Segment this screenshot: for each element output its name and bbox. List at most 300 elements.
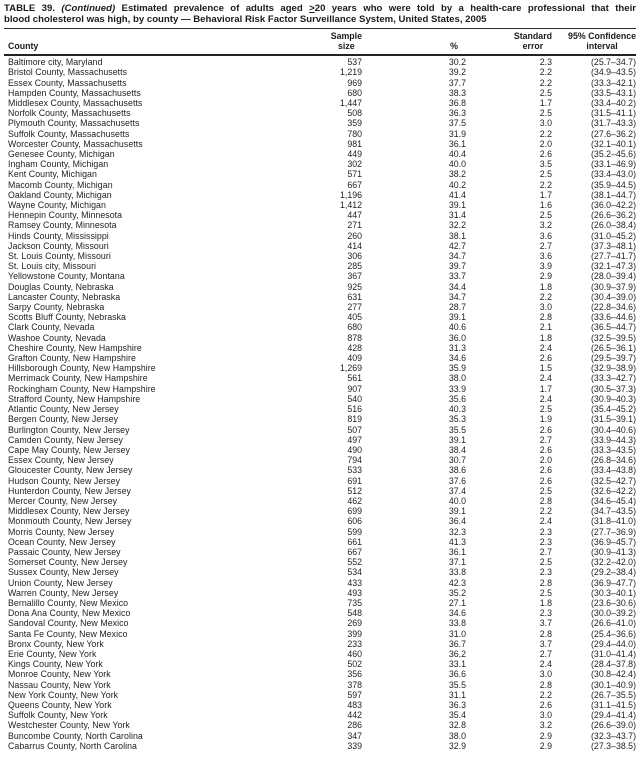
table-row bbox=[4, 363, 636, 373]
sample-size-cell: 631 bbox=[347, 291, 362, 302]
table-row bbox=[4, 731, 636, 741]
county-cell: Queens County, New York bbox=[8, 699, 112, 710]
sample-size-cell: 537 bbox=[347, 57, 362, 68]
table-row bbox=[4, 159, 636, 169]
county-cell: Strafford County, New Hampshire bbox=[8, 393, 141, 404]
percent-cell: 33.8 bbox=[448, 567, 466, 578]
county-cell: Cape May County, New Jersey bbox=[8, 444, 130, 455]
table-row bbox=[4, 139, 636, 149]
county-cell: Westchester County, New York bbox=[8, 720, 130, 731]
county-cell: Monmouth County, New Jersey bbox=[8, 516, 132, 527]
county-cell: Atlantic County, New Jersey bbox=[8, 404, 119, 415]
sample-size-cell: 460 bbox=[347, 648, 362, 659]
confidence-interval-cell: (35.4–45.2) bbox=[591, 404, 636, 415]
county-cell: Baltimore city, Maryland bbox=[8, 57, 103, 68]
sample-size-cell: 347 bbox=[347, 730, 362, 741]
sample-size-cell: 1,196 bbox=[339, 189, 362, 200]
confidence-interval-cell: (32.6–42.2) bbox=[591, 485, 636, 496]
sample-size-column-header bbox=[294, 29, 362, 56]
sample-size-cell: 691 bbox=[347, 475, 362, 486]
standard-error-cell: 3.9 bbox=[539, 261, 552, 272]
sample-size-cell: 447 bbox=[347, 210, 362, 221]
sample-size-cell: 271 bbox=[347, 220, 362, 231]
confidence-interval-cell: (36.0–42.2) bbox=[591, 200, 636, 211]
table-row bbox=[4, 465, 636, 475]
sample-size-cell: 490 bbox=[347, 444, 362, 455]
county-cell: Middlesex County, New Jersey bbox=[8, 506, 130, 517]
prevalence-table bbox=[4, 28, 636, 751]
standard-error-cell: 2.3 bbox=[539, 57, 552, 68]
table-row bbox=[4, 608, 636, 618]
table-row bbox=[4, 118, 636, 128]
standard-error-cell: 2.9 bbox=[539, 730, 552, 741]
standard-error-cell: 2.6 bbox=[539, 424, 552, 435]
county-cell: Hunterdon County, New Jersey bbox=[8, 485, 131, 496]
standard-error-cell: 2.7 bbox=[539, 434, 552, 445]
county-cell: Oakland County, Michigan bbox=[8, 189, 112, 200]
confidence-interval-cell: (33.4–40.2) bbox=[591, 98, 636, 108]
county-cell: Jackson County, Missouri bbox=[8, 240, 109, 251]
standard-error-cell: 2.5 bbox=[539, 587, 552, 598]
confidence-interval-cell: (30.0–39.2) bbox=[591, 608, 636, 619]
sample-size-header-line2: size bbox=[338, 40, 355, 51]
confidence-interval-cell: (30.3–40.1) bbox=[591, 587, 636, 598]
confidence-interval-cell: (32.2–42.0) bbox=[591, 557, 636, 568]
county-cell: Camden County, New Jersey bbox=[8, 434, 124, 445]
table-row bbox=[4, 537, 636, 547]
county-cell: Middlesex County, Massachusetts bbox=[8, 98, 143, 108]
percent-cell: 36.3 bbox=[448, 699, 466, 710]
table-body bbox=[4, 55, 636, 751]
sample-size-cell: 552 bbox=[347, 557, 362, 568]
standard-error-cell: 1.5 bbox=[539, 363, 552, 374]
confidence-interval-cell: (26.5–36.1) bbox=[591, 342, 636, 353]
county-cell: Passaic County, New Jersey bbox=[8, 546, 121, 557]
sample-size-cell: 507 bbox=[347, 424, 362, 435]
standard-error-cell: 3.7 bbox=[539, 638, 552, 649]
standard-error-cell: 2.6 bbox=[539, 699, 552, 710]
table-row bbox=[4, 455, 636, 465]
confidence-interval-cell: (29.5–39.7) bbox=[591, 353, 636, 364]
standard-error-cell: 2.3 bbox=[539, 608, 552, 619]
confidence-interval-cell: (34.7–43.5) bbox=[591, 506, 636, 517]
county-cell: Morris County, New Jersey bbox=[8, 526, 115, 537]
confidence-interval-cell: (29.4–44.0) bbox=[591, 638, 636, 649]
county-cell: Cabarrus County, North Carolina bbox=[8, 740, 137, 751]
table-row bbox=[4, 231, 636, 241]
county-cell: Macomb County, Michigan bbox=[8, 179, 113, 190]
percent-cell: 31.0 bbox=[448, 628, 466, 639]
percent-cell: 36.0 bbox=[448, 332, 466, 343]
standard-error-cell: 2.9 bbox=[539, 740, 552, 751]
confidence-interval-cell: (33.4–43.0) bbox=[591, 169, 636, 180]
standard-error-cell: 3.7 bbox=[539, 618, 552, 629]
sample-size-cell: 502 bbox=[347, 659, 362, 670]
percent-cell: 38.0 bbox=[448, 730, 466, 741]
table-row bbox=[4, 78, 636, 88]
confidence-interval-cell: (31.1–41.5) bbox=[591, 699, 636, 710]
county-cell: Hillsborough County, New Hampshire bbox=[8, 363, 156, 374]
percent-cell: 40.0 bbox=[448, 159, 466, 170]
table-row bbox=[4, 414, 636, 424]
percent-cell: 42.3 bbox=[448, 577, 466, 588]
county-cell: Mercer County, New Jersey bbox=[8, 495, 118, 506]
percent-cell: 36.1 bbox=[448, 546, 466, 557]
standard-error-cell: 2.8 bbox=[539, 312, 552, 323]
table-row bbox=[4, 292, 636, 302]
table-row bbox=[4, 547, 636, 557]
standard-error-cell: 2.5 bbox=[539, 557, 552, 568]
percent-cell: 36.8 bbox=[448, 98, 466, 108]
sample-size-cell: 428 bbox=[347, 342, 362, 353]
percent-cell: 39.1 bbox=[448, 506, 466, 517]
standard-error-header-line1: Standard bbox=[513, 31, 552, 41]
sample-size-cell: 606 bbox=[347, 516, 362, 527]
percent-cell: 38.0 bbox=[448, 373, 466, 384]
standard-error-cell: 2.6 bbox=[539, 444, 552, 455]
standard-error-cell: 2.5 bbox=[539, 87, 552, 98]
table-row bbox=[4, 588, 636, 598]
sample-size-cell: 516 bbox=[347, 404, 362, 415]
table-row bbox=[4, 476, 636, 486]
percent-cell: 35.9 bbox=[448, 363, 466, 374]
table-row bbox=[4, 578, 636, 588]
table-row bbox=[4, 649, 636, 659]
county-cell: Douglas County, Nebraska bbox=[8, 281, 114, 292]
sample-size-cell: 735 bbox=[347, 597, 362, 608]
confidence-interval-cell: (35.2–45.6) bbox=[591, 149, 636, 160]
confidence-interval-cell: (29.2–38.4) bbox=[591, 567, 636, 578]
confidence-interval-cell: (33.3–42.1) bbox=[591, 77, 636, 88]
table-row bbox=[4, 343, 636, 353]
standard-error-cell: 2.5 bbox=[539, 485, 552, 496]
confidence-interval-cell: (32.1–47.3) bbox=[591, 261, 636, 272]
county-cell: Washoe County, Nevada bbox=[8, 332, 106, 343]
table-title bbox=[4, 3, 636, 25]
county-cell: Plymouth County, Massachusetts bbox=[8, 118, 140, 129]
confidence-interval-cell: (33.9–44.3) bbox=[591, 434, 636, 445]
percent-cell: 38.6 bbox=[448, 465, 466, 476]
confidence-interval-column-header bbox=[552, 29, 636, 56]
confidence-interval-cell: (30.4–39.0) bbox=[591, 291, 636, 302]
percent-cell: 32.2 bbox=[448, 220, 466, 231]
confidence-interval-cell: (33.3–43.5) bbox=[591, 444, 636, 455]
table-row bbox=[4, 108, 636, 118]
confidence-interval-cell: (22.8–34.6) bbox=[591, 302, 636, 313]
confidence-interval-cell: (25.7–34.7) bbox=[591, 57, 636, 68]
standard-error-cell: 2.9 bbox=[539, 271, 552, 282]
standard-error-cell: 2.2 bbox=[539, 291, 552, 302]
standard-error-cell: 2.3 bbox=[539, 567, 552, 578]
table-row bbox=[4, 261, 636, 271]
confidence-interval-cell: (33.6–44.6) bbox=[591, 312, 636, 323]
sample-size-cell: 1,412 bbox=[339, 200, 362, 211]
table-row bbox=[4, 67, 636, 77]
percent-cell: 35.3 bbox=[448, 414, 466, 425]
county-cell: Union County, New Jersey bbox=[8, 577, 113, 588]
county-cell: Gloucester County, New Jersey bbox=[8, 465, 133, 476]
percent-cell: 42.7 bbox=[448, 240, 466, 251]
percent-column-header bbox=[362, 29, 466, 56]
confidence-interval-cell: (27.3–38.5) bbox=[591, 740, 636, 751]
sample-size-cell: 661 bbox=[347, 536, 362, 547]
percent-cell: 36.2 bbox=[448, 648, 466, 659]
confidence-interval-cell: (32.5–39.5) bbox=[591, 332, 636, 343]
county-cell: Sandoval County, New Mexico bbox=[8, 618, 129, 629]
sample-size-cell: 356 bbox=[347, 669, 362, 680]
confidence-interval-cell: (31.8–41.0) bbox=[591, 516, 636, 527]
county-cell: Norfolk County, Massachusetts bbox=[8, 108, 131, 119]
table-row bbox=[4, 741, 636, 751]
sample-size-cell: 597 bbox=[347, 689, 362, 700]
percent-cell: 32.8 bbox=[448, 720, 466, 731]
percent-cell: 38.2 bbox=[448, 169, 466, 180]
percent-cell: 33.8 bbox=[448, 618, 466, 629]
county-cell: Merrimack County, New Hampshire bbox=[8, 373, 148, 384]
confidence-interval-cell: (31.7–43.3) bbox=[591, 118, 636, 129]
percent-cell: 41.3 bbox=[448, 536, 466, 547]
confidence-interval-cell: (28.4–37.8) bbox=[591, 659, 636, 670]
county-cell: Ocean County, New Jersey bbox=[8, 536, 116, 547]
standard-error-cell: 3.6 bbox=[539, 230, 552, 241]
table-row bbox=[4, 149, 636, 159]
sample-size-cell: 233 bbox=[347, 638, 362, 649]
sample-size-cell: 925 bbox=[347, 281, 362, 292]
county-cell: Dona Ana County, New Mexico bbox=[8, 608, 131, 619]
standard-error-cell: 2.7 bbox=[539, 546, 552, 557]
table-row bbox=[4, 394, 636, 404]
table-row bbox=[4, 690, 636, 700]
standard-error-cell: 2.2 bbox=[539, 689, 552, 700]
table-row bbox=[4, 629, 636, 639]
confidence-interval-cell: (25.4–36.6) bbox=[591, 628, 636, 639]
title-geq-symbol: > bbox=[309, 3, 315, 14]
county-cell: Santa Fe County, New Mexico bbox=[8, 628, 128, 639]
sample-size-cell: 497 bbox=[347, 434, 362, 445]
confidence-interval-cell: (33.4–43.8) bbox=[591, 465, 636, 476]
table-row bbox=[4, 55, 636, 67]
percent-cell: 31.9 bbox=[448, 128, 466, 139]
percent-cell: 32.9 bbox=[448, 740, 466, 751]
county-cell: Cheshire County, New Hampshire bbox=[8, 342, 142, 353]
standard-error-cell: 2.6 bbox=[539, 465, 552, 476]
title-text-a: Estimated prevalence of adults aged bbox=[115, 3, 310, 14]
standard-error-cell: 2.3 bbox=[539, 526, 552, 537]
confidence-interval-cell: (26.7–35.5) bbox=[591, 689, 636, 700]
sample-size-cell: 442 bbox=[347, 710, 362, 721]
table-header-row bbox=[4, 29, 636, 56]
percent-cell: 35.2 bbox=[448, 587, 466, 598]
percent-cell: 36.3 bbox=[448, 108, 466, 119]
table-row bbox=[4, 527, 636, 537]
percent-cell: 39.1 bbox=[448, 434, 466, 445]
percent-cell: 31.3 bbox=[448, 342, 466, 353]
percent-cell: 37.7 bbox=[448, 77, 466, 88]
sample-size-cell: 667 bbox=[347, 179, 362, 190]
table-title-line2: blood cholesterol was high, by county — Behavioral Risk Factor Surveillance System, United States, 2005 bbox=[4, 14, 487, 25]
table-row bbox=[4, 486, 636, 496]
standard-error-cell: 2.2 bbox=[539, 77, 552, 88]
percent-cell: 33.9 bbox=[448, 383, 466, 394]
county-cell: Bristol County, Massachusetts bbox=[8, 67, 128, 78]
sample-size-cell: 1,219 bbox=[339, 67, 362, 78]
sample-size-cell: 277 bbox=[347, 302, 362, 313]
sample-size-cell: 534 bbox=[347, 567, 362, 578]
county-cell: Burlington County, New Jersey bbox=[8, 424, 130, 435]
confidence-interval-cell: (30.9–41.3) bbox=[591, 546, 636, 557]
table-row bbox=[4, 322, 636, 332]
sample-size-cell: 599 bbox=[347, 526, 362, 537]
percent-cell: 38.4 bbox=[448, 444, 466, 455]
table-row bbox=[4, 618, 636, 628]
table-row bbox=[4, 639, 636, 649]
standard-error-cell: 2.4 bbox=[539, 373, 552, 384]
sample-size-cell: 302 bbox=[347, 159, 362, 170]
table-row bbox=[4, 710, 636, 720]
title-text-b: 20 years who were told by a health-care professional that their bbox=[314, 3, 636, 14]
county-cell: Essex County, New Jersey bbox=[8, 455, 114, 466]
percent-cell: 27.1 bbox=[448, 597, 466, 608]
confidence-interval-cell: (23.6–30.6) bbox=[591, 597, 636, 608]
standard-error-cell: 2.7 bbox=[539, 648, 552, 659]
standard-error-cell: 1.8 bbox=[539, 597, 552, 608]
confidence-interval-cell: (30.4–40.6) bbox=[591, 424, 636, 435]
county-cell: Clark County, Nevada bbox=[8, 322, 95, 333]
standard-error-cell: 2.7 bbox=[539, 240, 552, 251]
sample-size-cell: 462 bbox=[347, 495, 362, 506]
county-cell: Erie County, New York bbox=[8, 648, 97, 659]
percent-header-label: % bbox=[450, 40, 458, 51]
county-cell: Sarpy County, Nebraska bbox=[8, 302, 105, 313]
percent-cell: 28.7 bbox=[448, 302, 466, 313]
sample-size-cell: 667 bbox=[347, 546, 362, 557]
county-cell: Warren County, New Jersey bbox=[8, 587, 119, 598]
standard-error-cell: 3.2 bbox=[539, 220, 552, 231]
standard-error-cell: 3.5 bbox=[539, 159, 552, 170]
percent-cell: 31.1 bbox=[448, 689, 466, 700]
county-cell: Nassau County, New York bbox=[8, 679, 111, 690]
sample-size-cell: 409 bbox=[347, 353, 362, 364]
standard-error-cell: 2.4 bbox=[539, 516, 552, 527]
standard-error-cell: 1.6 bbox=[539, 200, 552, 211]
confidence-interval-cell: (30.9–40.3) bbox=[591, 393, 636, 404]
sample-size-cell: 269 bbox=[347, 618, 362, 629]
county-cell: Hennepin County, Minnesota bbox=[8, 210, 123, 221]
percent-cell: 40.3 bbox=[448, 404, 466, 415]
sample-size-cell: 540 bbox=[347, 393, 362, 404]
standard-error-cell: 2.5 bbox=[539, 210, 552, 221]
percent-cell: 39.7 bbox=[448, 261, 466, 272]
county-cell: Hinds County, Mississippi bbox=[8, 230, 109, 241]
percent-cell: 41.4 bbox=[448, 189, 466, 200]
confidence-interval-cell: (29.4–41.4) bbox=[591, 710, 636, 721]
percent-cell: 40.6 bbox=[448, 322, 466, 333]
county-cell: Hampden County, Massachusetts bbox=[8, 87, 141, 98]
sample-size-cell: 405 bbox=[347, 312, 362, 323]
table-row bbox=[4, 88, 636, 98]
table-row bbox=[4, 312, 636, 322]
standard-error-cell: 2.3 bbox=[539, 536, 552, 547]
county-cell: Wayne County, Michigan bbox=[8, 200, 106, 211]
confidence-interval-cell: (36.9–45.7) bbox=[591, 536, 636, 547]
percent-cell: 39.1 bbox=[448, 312, 466, 323]
county-cell: Suffolk County, New York bbox=[8, 710, 108, 721]
sample-size-cell: 907 bbox=[347, 383, 362, 394]
table-row bbox=[4, 353, 636, 363]
table-row bbox=[4, 598, 636, 608]
percent-cell: 35.4 bbox=[448, 710, 466, 721]
county-cell: Essex County, Massachusetts bbox=[8, 77, 127, 88]
percent-cell: 30.7 bbox=[448, 455, 466, 466]
county-cell: Bronx County, New York bbox=[8, 638, 104, 649]
county-cell: St. Louis County, Missouri bbox=[8, 251, 111, 262]
percent-cell: 36.1 bbox=[448, 138, 466, 149]
county-cell: Grafton County, New Hampshire bbox=[8, 353, 136, 364]
table-row bbox=[4, 425, 636, 435]
sample-size-cell: 285 bbox=[347, 261, 362, 272]
percent-cell: 36.6 bbox=[448, 669, 466, 680]
sample-size-cell: 339 bbox=[347, 740, 362, 751]
table-row bbox=[4, 190, 636, 200]
standard-error-cell: 1.9 bbox=[539, 414, 552, 425]
county-cell: St. Louis city, Missouri bbox=[8, 261, 97, 272]
sample-size-cell: 878 bbox=[347, 332, 362, 343]
percent-cell: 38.1 bbox=[448, 230, 466, 241]
county-cell: Kings County, New York bbox=[8, 659, 103, 670]
county-cell: Yellowstone County, Montana bbox=[8, 271, 125, 282]
table-row bbox=[4, 669, 636, 679]
sample-size-cell: 512 bbox=[347, 485, 362, 496]
table-title-line1 bbox=[4, 3, 636, 14]
percent-cell: 37.4 bbox=[448, 485, 466, 496]
confidence-interval-cell: (26.6–36.2) bbox=[591, 210, 636, 221]
table-row bbox=[4, 200, 636, 210]
standard-error-cell: 3.0 bbox=[539, 302, 552, 313]
confidence-interval-cell: (27.7–36.9) bbox=[591, 526, 636, 537]
sample-size-cell: 508 bbox=[347, 108, 362, 119]
standard-error-cell: 2.8 bbox=[539, 679, 552, 690]
percent-cell: 37.1 bbox=[448, 557, 466, 568]
standard-error-cell: 2.2 bbox=[539, 67, 552, 78]
confidence-interval-header-line2: interval bbox=[586, 40, 618, 51]
percent-cell: 32.3 bbox=[448, 526, 466, 537]
table-row bbox=[4, 680, 636, 690]
sample-size-cell: 548 bbox=[347, 608, 362, 619]
percent-cell: 35.5 bbox=[448, 424, 466, 435]
confidence-interval-cell: (28.0–39.4) bbox=[591, 271, 636, 282]
table-row bbox=[4, 557, 636, 567]
standard-error-cell: 3.6 bbox=[539, 251, 552, 262]
table-row bbox=[4, 516, 636, 526]
percent-cell: 40.0 bbox=[448, 495, 466, 506]
sample-size-cell: 493 bbox=[347, 587, 362, 598]
sample-size-header-line1: Sample bbox=[330, 31, 362, 41]
percent-cell: 35.5 bbox=[448, 679, 466, 690]
county-cell: New York County, New York bbox=[8, 689, 119, 700]
table-row bbox=[4, 241, 636, 251]
standard-error-cell: 2.4 bbox=[539, 659, 552, 670]
table-row bbox=[4, 720, 636, 730]
table-row bbox=[4, 282, 636, 292]
standard-error-cell: 2.2 bbox=[539, 128, 552, 139]
percent-cell: 39.2 bbox=[448, 67, 466, 78]
confidence-interval-cell: (34.6–45.4) bbox=[591, 495, 636, 506]
confidence-interval-cell: (37.3–48.1) bbox=[591, 240, 636, 251]
table-row bbox=[4, 333, 636, 343]
standard-error-cell: 2.5 bbox=[539, 108, 552, 119]
standard-error-cell: 2.2 bbox=[539, 506, 552, 517]
standard-error-cell: 2.5 bbox=[539, 404, 552, 415]
